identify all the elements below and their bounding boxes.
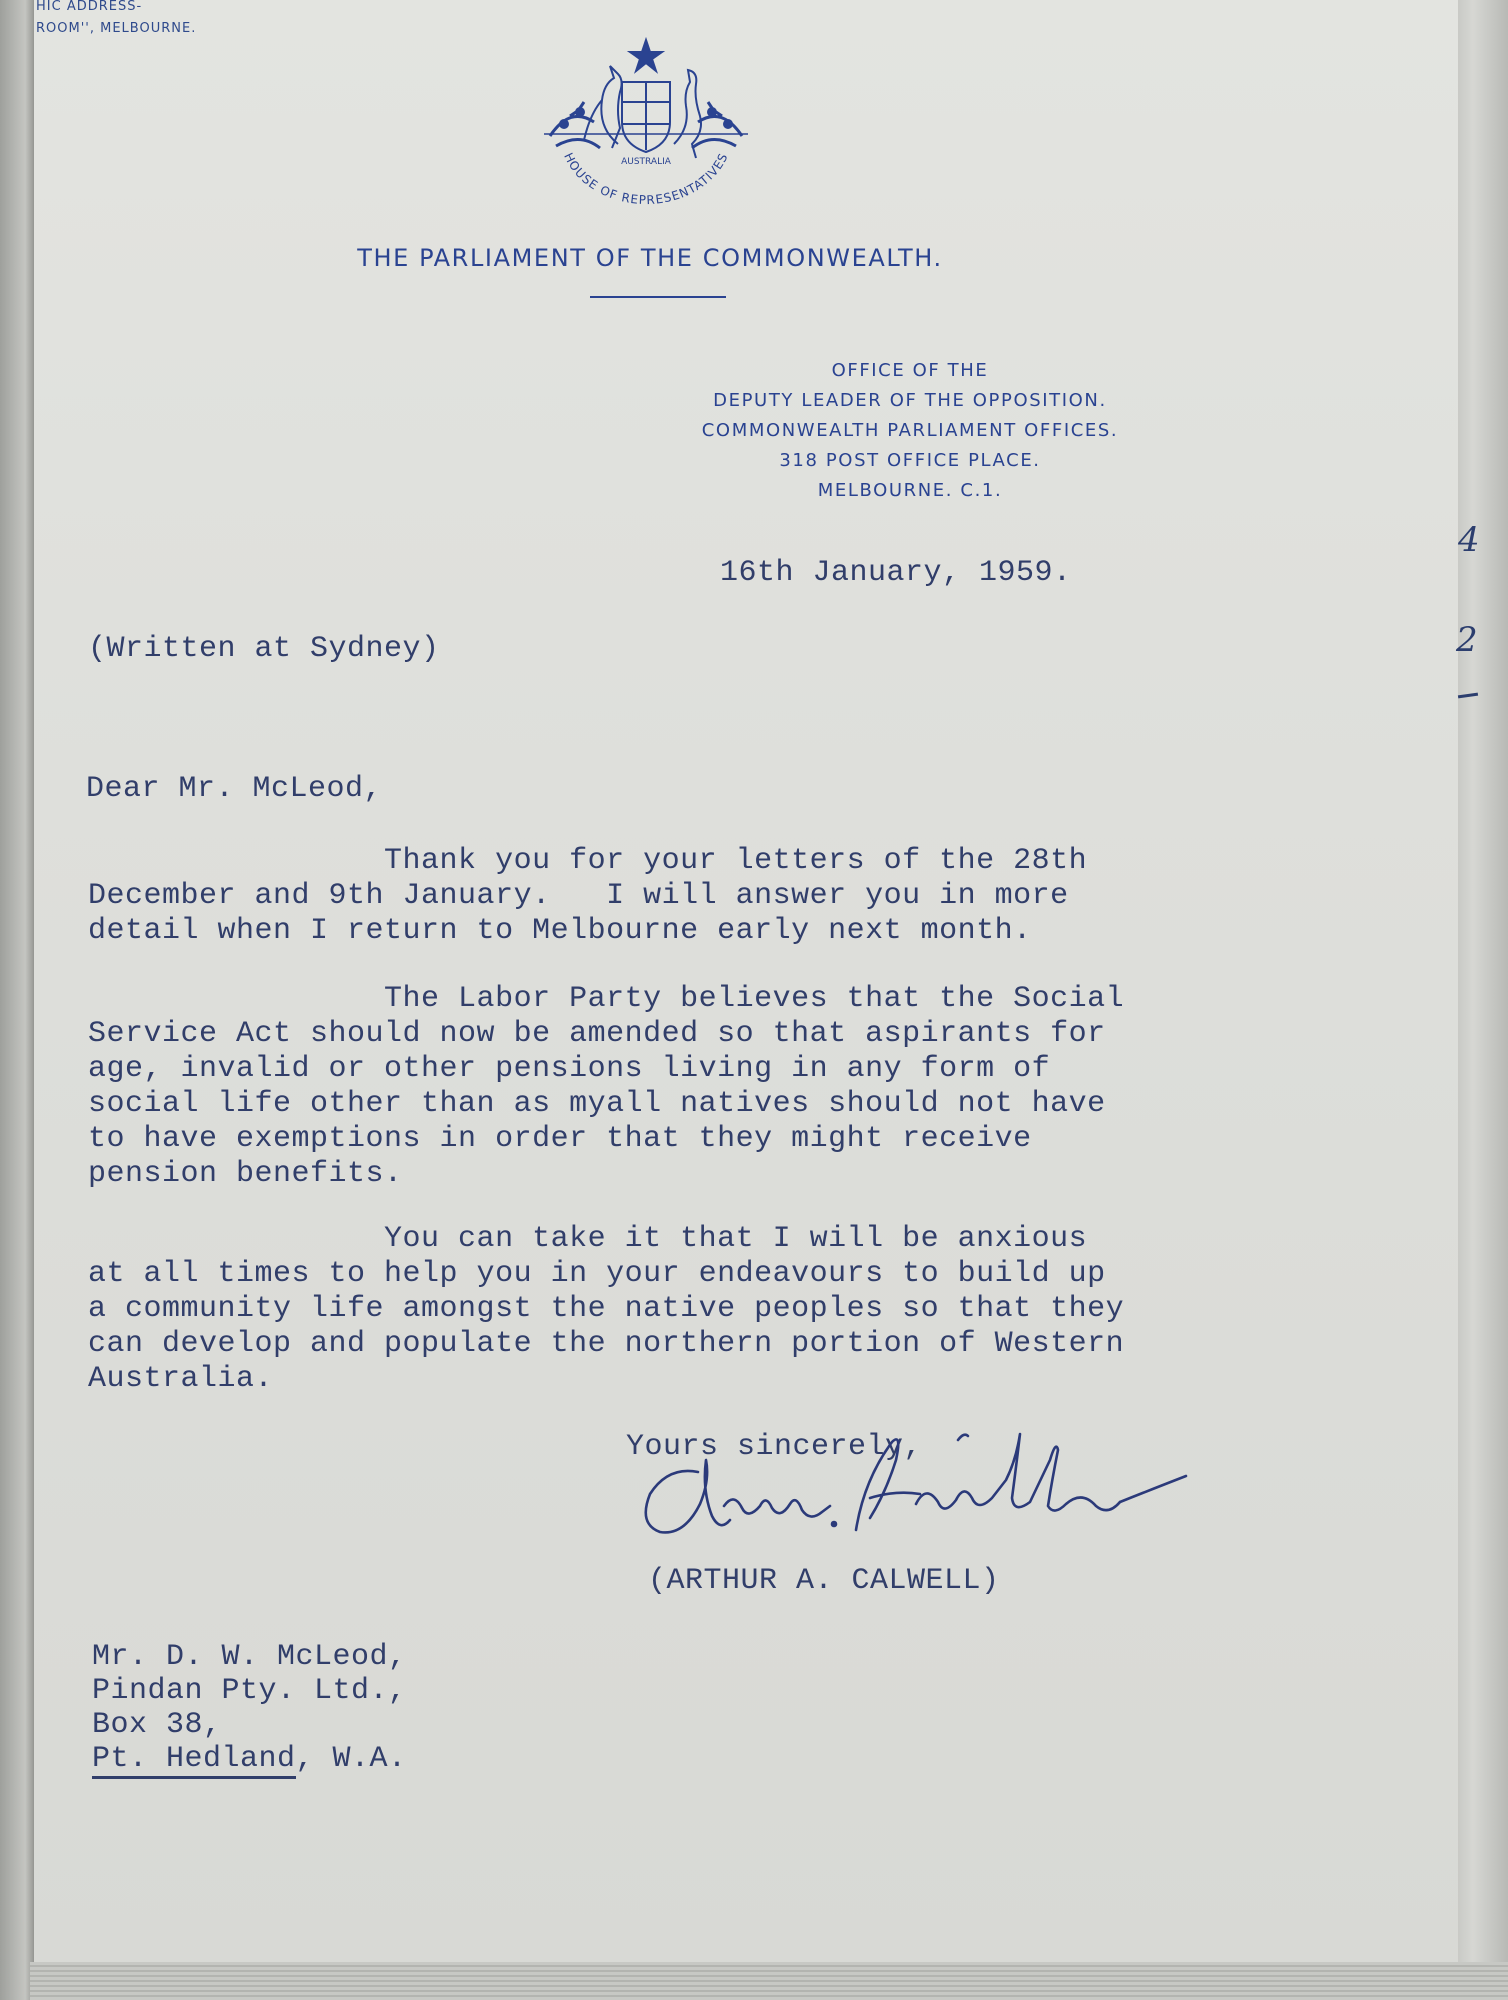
paragraph-line: age, invalid or other pensions living in any form of xyxy=(88,1052,1051,1086)
margin-note: 4 xyxy=(1458,520,1480,560)
paragraph-line: You can take it that I will be anxious xyxy=(88,1222,1088,1256)
office-address-line: OFFICE OF THE xyxy=(831,360,989,381)
office-address-line: DEPUTY LEADER OF THE OPPOSITION. xyxy=(713,390,1107,411)
recipient-state: , W.A. xyxy=(295,1742,407,1776)
letter-paragraph xyxy=(88,982,1124,1192)
office-address-block xyxy=(610,356,1210,506)
shield-scroll-text: AUSTRALIA xyxy=(621,157,671,167)
recipient-line: Box 38, xyxy=(92,1708,222,1742)
crest-motto-text: HOUSE OF REPRESENTATIVES xyxy=(561,150,731,208)
recipient-line: Mr. D. W. McLeod, xyxy=(92,1640,407,1674)
paragraph-line: pension benefits. xyxy=(88,1157,403,1191)
handwritten-signature xyxy=(620,1420,1240,1570)
paragraph-line: Australia. xyxy=(88,1362,274,1396)
paragraph-line: social life other than as myall natives should not have xyxy=(88,1087,1106,1121)
office-address-line: MELBOURNE. C.1. xyxy=(817,480,1003,501)
paragraph-line: December and 9th January. I will answer you in more xyxy=(88,879,1069,913)
paragraph-line: detail when I return to Melbourne early next month. xyxy=(88,914,1032,948)
paragraph-line: to have exemptions in order that they might receive xyxy=(88,1122,1032,1156)
paragraph-line: Service Act should now be amended so that aspirants for xyxy=(88,1017,1106,1051)
recipient-line: Pindan Pty. Ltd., xyxy=(92,1674,407,1708)
paragraph-line: can develop and populate the northern portion of Western xyxy=(88,1327,1125,1361)
paragraph-line: a community life amongst the native peoples so that they xyxy=(88,1292,1125,1326)
telegraphic-address-line: HIC ADDRESS- xyxy=(36,0,143,14)
letter-paragraph xyxy=(88,1222,1124,1397)
star-icon xyxy=(630,40,662,71)
letter-date: 16th January, 1959. xyxy=(720,556,1072,590)
telegraphic-address-line: ROOM'', MELBOURNE. xyxy=(36,21,197,36)
paragraph-line: The Labor Party believes that the Social xyxy=(88,982,1125,1016)
page-stack-edge xyxy=(1458,0,1508,2000)
letter-paragraph xyxy=(88,844,1087,949)
telegraphic-address xyxy=(36,0,196,40)
coat-of-arms-crest xyxy=(540,36,752,212)
letterhead-title: THE PARLIAMENT OF THE COMMONWEALTH. xyxy=(357,244,943,272)
paragraph-line: at all times to help you in your endeavours to build up xyxy=(88,1257,1106,1291)
binding-gutter xyxy=(0,0,36,2000)
salutation: Dear Mr. McLeod, xyxy=(86,772,383,806)
office-address-line: COMMONWEALTH PARLIAMENT OFFICES. xyxy=(701,420,1119,441)
letterhead-rule xyxy=(590,296,726,298)
written-at-note: (Written at Sydney) xyxy=(88,632,440,666)
page-stack-bottom xyxy=(30,1962,1508,2000)
margin-note: 2 xyxy=(1456,620,1478,660)
recipient-town-line xyxy=(92,1742,407,1777)
closing: Yours sincerely, xyxy=(626,1430,923,1464)
office-address-line: 318 POST OFFICE PLACE. xyxy=(779,450,1041,471)
kangaroo-icon xyxy=(584,66,622,148)
recipient-town-underlined: Pt. Hedland xyxy=(92,1742,296,1779)
paragraph-line: Thank you for your letters of the 28th xyxy=(88,844,1088,878)
signatory-name: (ARTHUR A. CALWELL) xyxy=(648,1564,1000,1598)
